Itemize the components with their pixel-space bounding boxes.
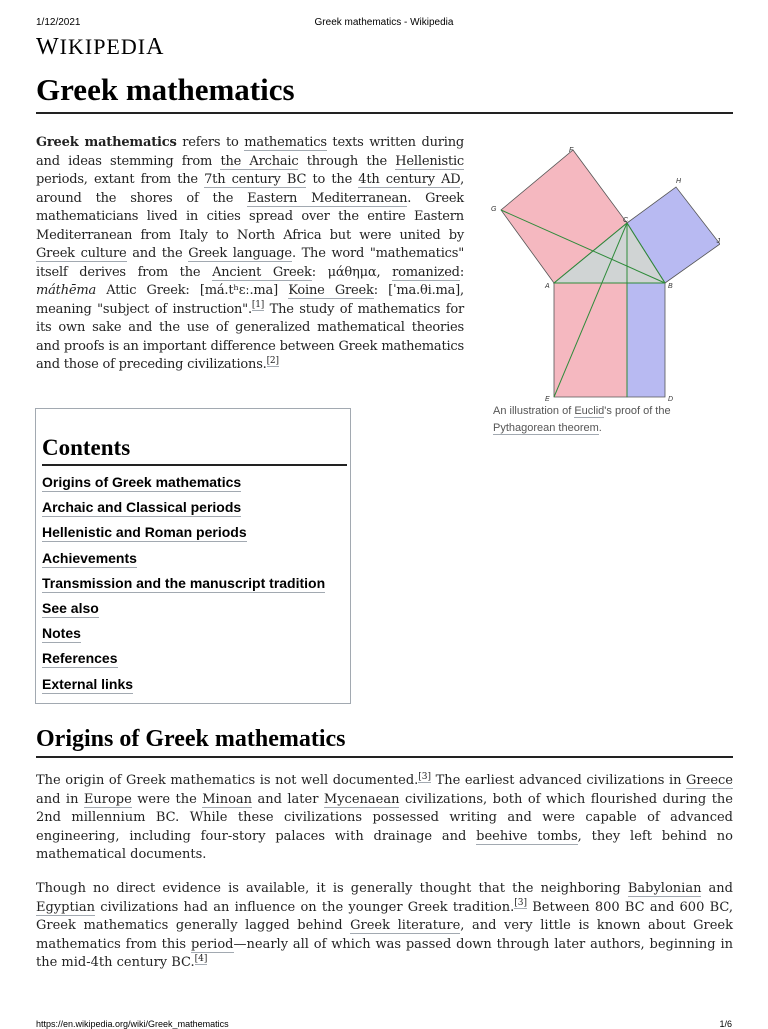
toc-item[interactable]: See also — [42, 599, 99, 616]
link-greek-culture[interactable]: Greek culture — [36, 246, 127, 261]
origins-paragraph-2: Though no direct evidence is available, it is generally thought that the neighboring Babylonian and Egyptian civilizations had an influence on the younger Greek tradition.[3] Between 800 BC and 600 BC, Greek mathematics generally lagged behind Greek literature, and very little is known about Greek mathematics from this period—nearly all of which was passed down through later authors, beginning in the mid-4th century BC.[4] — [36, 881, 734, 970]
label-f: F — [569, 147, 574, 154]
link-greece[interactable]: Greece — [686, 773, 733, 788]
link-period[interactable]: period — [190, 936, 234, 952]
label-e: E — [545, 396, 550, 402]
label-a: A — [545, 283, 550, 290]
link-beehive-tombs[interactable]: beehive tombs — [476, 828, 578, 844]
label-g: G — [491, 206, 497, 213]
print-title: Greek mathematics - Wikipedia — [314, 17, 454, 28]
link-greek-language[interactable]: Greek language — [188, 246, 292, 261]
reference-4[interactable]: [4] — [194, 953, 208, 964]
link-europe[interactable]: Europe — [83, 791, 132, 807]
toc-item[interactable]: Notes — [42, 625, 81, 642]
table-of-contents — [35, 408, 351, 704]
reference-3b[interactable]: [3] — [514, 898, 528, 909]
link-mycenaean[interactable]: Mycenaean — [323, 791, 400, 807]
rectangle-left — [554, 283, 627, 397]
label-j: J — [716, 238, 720, 245]
toc-item[interactable]: Achievements — [42, 549, 137, 566]
pythagorean-diagram — [488, 140, 720, 402]
reference-3[interactable]: [3] — [418, 771, 432, 782]
link-romanized[interactable]: romanized — [392, 264, 460, 280]
link-mathematics[interactable]: mathematics — [244, 135, 327, 150]
link-4th-century-ad[interactable]: 4th century AD — [358, 172, 461, 187]
link-greek-literature[interactable]: Greek literature — [350, 918, 461, 933]
toc-item[interactable]: Archaic and Classical periods — [42, 499, 242, 516]
pythagorean-proof-figure[interactable] — [488, 140, 720, 402]
figure-caption: An illustration of Euclid's proof of the Pythagorean theorem. — [493, 405, 671, 434]
toc-item[interactable]: Transmission and the manuscript tradition — [42, 574, 326, 591]
print-page-number: 1/6 — [719, 1019, 732, 1029]
origins-paragraph-1: The origin of Greek mathematics is not well documented.[3] The earliest advanced civilizations in Greece and in Europe were the Minoan and later Mycenaean civilizations, both of which flourished during the 2nd millennium BC. While these civilizations possessed writing and were capable of advanced engineering, including four-story palaces with drainage and beehive tombs, they left behind no mathematical documents. — [36, 771, 733, 862]
link-egyptian[interactable]: Egyptian — [36, 899, 95, 915]
link-minoan[interactable]: Minoan — [202, 791, 253, 807]
wikipedia-logo[interactable]: WIKIPEDIA — [36, 34, 165, 60]
toc-item[interactable]: Hellenistic and Roman periods — [42, 524, 247, 541]
print-date: 1/12/2021 — [36, 17, 81, 28]
toc-list — [42, 473, 325, 700]
rectangle-right — [627, 283, 665, 397]
link-hellenistic[interactable]: Hellenistic — [395, 153, 465, 169]
print-url: https://en.wikipedia.org/wiki/Greek_mathematics — [36, 1019, 229, 1029]
toc-title: Contents — [42, 434, 347, 466]
link-pythagorean-theorem[interactable]: Pythagorean theorem — [493, 422, 599, 434]
link-archaic[interactable]: the Archaic — [220, 153, 299, 169]
link-7th-century-bc[interactable]: 7th century BC — [204, 172, 307, 187]
section-heading-origins: Origins of Greek mathematics — [36, 724, 733, 758]
link-babylonian[interactable]: Babylonian — [627, 881, 702, 896]
link-ancient-greek[interactable]: Ancient Greek — [212, 264, 312, 280]
intro-paragraph: Greek mathematics refers to mathematics texts written during and ideas stemming from the Archaic through the Hellenistic periods, extant from the 7th century BC to the 4th century AD, around the shores of the Eastern Mediterranean. Greek mathematicians lived in cities spread over the entire Eastern Mediterranean from Italy to North Africa but were united by Greek culture and the Greek language. The word "mathematics" itself derives from the Ancient Greek: μάθημα, romanized: máthēma Attic Greek: [má.tʰɛː.ma] Koine Greek: [ˈma.θi.ma], meaning "subject of instruction".[1] The study of mathematics for its own sake and the use of generalized mathematical theories and proofs is an important difference between Greek mathematics and those of preceding civilizations.[2] — [36, 135, 465, 372]
toc-item[interactable]: Origins of Greek mathematics — [42, 474, 242, 490]
reference-1[interactable]: [1] — [251, 300, 265, 311]
page-title: Greek mathematics — [36, 70, 733, 114]
label-c: C — [623, 217, 629, 224]
reference-2[interactable]: [2] — [266, 355, 279, 366]
link-euclid[interactable]: Euclid — [574, 405, 605, 417]
link-eastern-mediterranean[interactable]: Eastern Mediterranean — [247, 190, 408, 206]
toc-item[interactable]: External links — [42, 675, 134, 692]
label-h: H — [676, 178, 682, 185]
label-b: B — [668, 283, 673, 290]
label-d: D — [668, 396, 674, 402]
toc-item[interactable]: References — [42, 650, 118, 667]
link-koine-greek[interactable]: Koine Greek — [288, 283, 374, 298]
